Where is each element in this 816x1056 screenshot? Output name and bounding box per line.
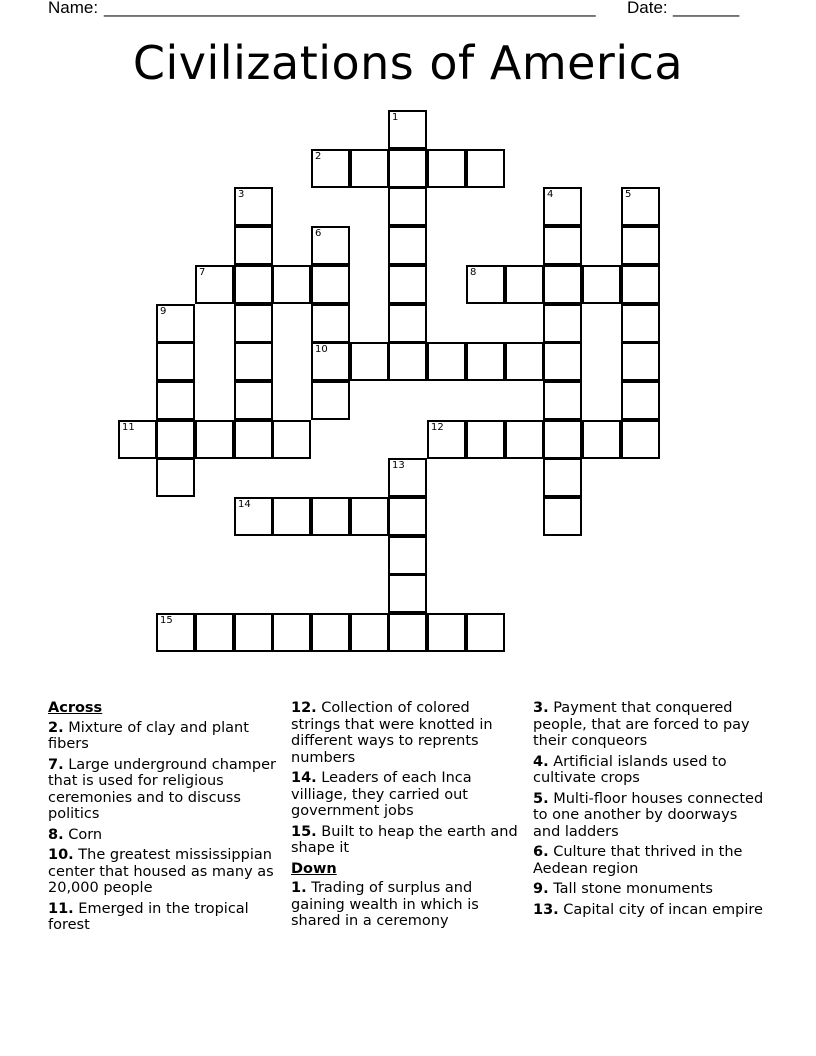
crossword-cell[interactable]: [350, 149, 389, 188]
crossword-cell[interactable]: [234, 187, 273, 226]
clue-number: 2: [315, 151, 322, 162]
crossword-cell[interactable]: [388, 265, 427, 304]
crossword-cell[interactable]: [388, 149, 427, 188]
crossword-cell[interactable]: [621, 381, 660, 420]
crossword-cell[interactable]: [505, 420, 544, 459]
crossword-cell[interactable]: [621, 187, 660, 226]
crossword-cell[interactable]: [543, 187, 582, 226]
crossword-cell[interactable]: [156, 304, 195, 343]
clue-number: 1: [392, 112, 399, 123]
crossword-cell[interactable]: [350, 613, 389, 652]
crossword-cell[interactable]: [427, 420, 466, 459]
crossword-cell[interactable]: [466, 420, 505, 459]
crossword-cell[interactable]: [543, 265, 582, 304]
crossword-cell[interactable]: [156, 613, 195, 652]
crossword-cell[interactable]: [427, 342, 466, 381]
crossword-cell[interactable]: [311, 613, 350, 652]
clue-number: 4: [547, 189, 554, 200]
crossword-cell[interactable]: [543, 342, 582, 381]
clue-down-4: 4. Artificial islands used to cultivate crops: [533, 753, 727, 786]
crossword-cell[interactable]: [621, 226, 660, 265]
across-heading: Across: [48, 700, 103, 716]
clue-number: 5: [625, 189, 632, 200]
crossword-cell[interactable]: [311, 304, 350, 343]
clue-number: 3: [238, 189, 245, 200]
clue-down-6: 6. Culture that thrived in the Aedean region: [533, 844, 743, 877]
crossword-cell[interactable]: [311, 497, 350, 536]
clues-column-3: [533, 700, 769, 922]
crossword-cell[interactable]: [582, 265, 621, 304]
date-input-line[interactable]: _______: [673, 0, 740, 17]
crossword-cell[interactable]: [466, 149, 505, 188]
clue-number: 8: [470, 267, 477, 278]
crossword-cell[interactable]: [466, 613, 505, 652]
crossword-cell[interactable]: [582, 420, 621, 459]
crossword-cell[interactable]: [388, 613, 427, 652]
crossword-cell[interactable]: [543, 304, 582, 343]
crossword-cell[interactable]: [350, 342, 389, 381]
date-label: Date:: [627, 0, 668, 17]
crossword-cell[interactable]: [388, 187, 427, 226]
clue-down-9: 9. Tall stone monuments: [533, 881, 713, 897]
crossword-cell[interactable]: [543, 420, 582, 459]
crossword-cell[interactable]: [388, 110, 427, 149]
crossword-cell[interactable]: [311, 149, 350, 188]
crossword-cell[interactable]: [388, 497, 427, 536]
crossword-cell[interactable]: [272, 265, 311, 304]
clue-number: 11: [122, 422, 135, 433]
clue-down-13: 13. Capital city of incan empire: [533, 901, 763, 918]
clue-down-3: 3. Payment that conquered people, that are forced to pay their conqueors: [533, 700, 750, 749]
clue-across-11: 11. Emerged in the tropical forest: [48, 900, 249, 933]
crossword-cell[interactable]: [234, 420, 273, 459]
crossword-cell[interactable]: [234, 381, 273, 420]
page-title: Civilizations of America: [132, 36, 684, 90]
crossword-cell[interactable]: [311, 265, 350, 304]
down-heading: Down: [291, 860, 337, 877]
crossword-cell[interactable]: [543, 381, 582, 420]
clue-number: 14: [238, 499, 251, 510]
crossword-cell[interactable]: [156, 342, 195, 381]
crossword-cell[interactable]: [466, 342, 505, 381]
clue-number: 15: [160, 615, 173, 626]
clue-across-15: 15. Built to heap the earth and shape it: [291, 823, 518, 856]
crossword-cell[interactable]: [195, 613, 234, 652]
clue-number: 7: [199, 267, 206, 278]
clue-across-8: 8. Corn: [48, 826, 103, 843]
crossword-cell[interactable]: [311, 342, 350, 381]
clue-across-2: 2. Mixture of clay and plant fibers: [48, 719, 249, 752]
crossword-cell[interactable]: [234, 265, 273, 304]
crossword-cell[interactable]: [272, 497, 311, 536]
clue-down-5: 5. Multi-floor houses connected to one another by doorways and ladders: [533, 790, 764, 840]
crossword-cell[interactable]: [311, 381, 350, 420]
clue-across-7: 7. Large underground champer that is used for religious ceremonies and to discuss politics: [48, 756, 277, 822]
crossword-cell[interactable]: [427, 149, 466, 188]
crossword-cell[interactable]: [388, 304, 427, 343]
clue-down-1: 1. Trading of surplus and gaining wealth in which is shared in a ceremony: [291, 880, 479, 929]
crossword-cell[interactable]: [156, 420, 195, 459]
crossword-cell[interactable]: [505, 342, 544, 381]
crossword-cell[interactable]: [234, 613, 273, 652]
name-label: Name:: [48, 0, 99, 17]
crossword-cell[interactable]: [118, 420, 157, 459]
crossword-cell[interactable]: [388, 458, 427, 497]
crossword-cell[interactable]: [621, 342, 660, 381]
crossword-cell[interactable]: [427, 613, 466, 652]
crossword-cell[interactable]: [272, 420, 311, 459]
crossword-cell[interactable]: [350, 497, 389, 536]
crossword-cell[interactable]: [388, 536, 427, 575]
clue-number: 9: [160, 306, 167, 317]
crossword-cell[interactable]: [234, 304, 273, 343]
crossword-cell[interactable]: [621, 304, 660, 343]
clue-across-10: 10. The greatest mississippian center that housed as many as 20,000 people: [48, 847, 274, 896]
clue-number: 12: [431, 422, 444, 433]
crossword-cell[interactable]: [388, 574, 427, 613]
clues-column-2: [291, 700, 523, 934]
crossword-cell[interactable]: [543, 458, 582, 497]
clue-number: 13: [392, 460, 405, 471]
crossword-cell[interactable]: [272, 613, 311, 652]
crossword-cell[interactable]: [311, 226, 350, 265]
clue-across-14: 14. Leaders of each Inca villiage, they carried out government jobs: [291, 770, 472, 819]
crossword-cell[interactable]: [156, 458, 195, 497]
clue-number: 6: [315, 228, 322, 239]
crossword-cell[interactable]: [621, 265, 660, 304]
crossword-cell[interactable]: [621, 420, 660, 459]
crossword-cell[interactable]: [156, 381, 195, 420]
crossword-cell[interactable]: [543, 226, 582, 265]
crossword-cell[interactable]: [195, 265, 234, 304]
crossword-cell[interactable]: [234, 226, 273, 265]
crossword-cell[interactable]: [388, 342, 427, 381]
clue-number: 10: [315, 344, 328, 355]
crossword-cell[interactable]: [388, 226, 427, 265]
crossword-cell[interactable]: [466, 265, 505, 304]
crossword-cell[interactable]: [543, 497, 582, 536]
crossword-cell[interactable]: [234, 342, 273, 381]
clues-column-1: [48, 700, 280, 938]
crossword-cell[interactable]: [195, 420, 234, 459]
crossword-cell[interactable]: [505, 265, 544, 304]
crossword-cell[interactable]: [234, 497, 273, 536]
name-input-line[interactable]: ____________________________________________________: [104, 0, 596, 17]
clue-across-12: 12. Collection of colored strings that were knotted in different ways to reprents numbers: [291, 700, 493, 766]
